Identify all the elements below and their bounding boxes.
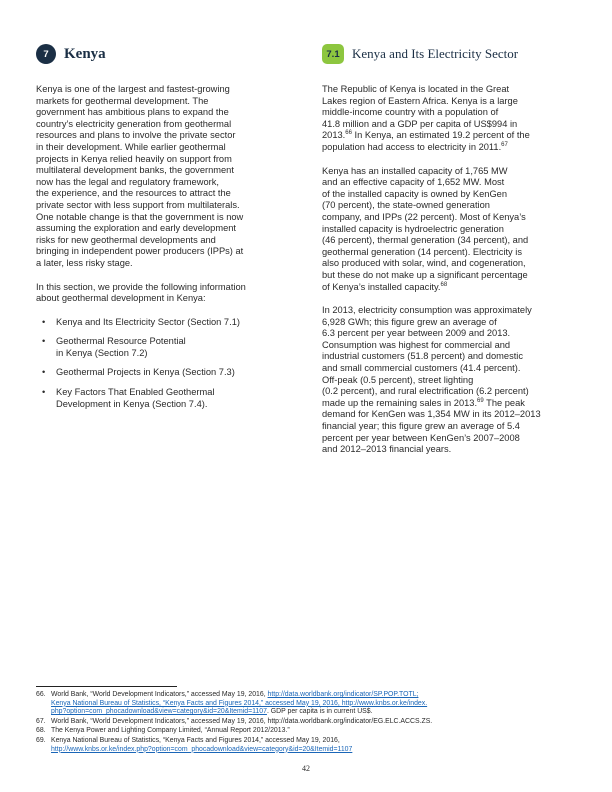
footnote-ref: 66 bbox=[345, 130, 352, 137]
bullet-icon: • bbox=[42, 336, 46, 347]
bullet-icon: • bbox=[42, 367, 46, 378]
list-item-text: Kenya and Its Electricity Sector (Section 7.1) bbox=[56, 316, 240, 327]
consumption-paragraph: In 2013, electricity consumption was approximately 6,928 GWh; this figure grew an average of 6.3 percent per year between 2009 and 2013. Consumption was highest for commercial and industrial customers (51.8 percent) and domestic and small commercial customers (41.4 percent). Off-peak (0.5 percent), street lighting (0.2 percent), and rural electrification (6.2 percent) made up the remaining sales in 2013.69 The peak demand for KenGen was 1,354 MW in its 2012–2013 financial year; this figure grew an average of 5.4 percent per year between KenGen’s 2007–2008 and 2012–2013 financial years. bbox=[322, 305, 541, 455]
bullet-icon: • bbox=[42, 316, 46, 327]
list-item-text: Geothermal Resource Potential in Kenya (Section 7.2) bbox=[56, 336, 186, 358]
footnote-divider bbox=[36, 686, 177, 687]
footnote-68: 68. The Kenya Power and Lighting Company Limited, “Annual Report 2012/2013.” bbox=[36, 727, 290, 735]
footnote-ref: 67 bbox=[501, 141, 508, 148]
section-heading bbox=[322, 44, 573, 64]
list-item bbox=[42, 367, 287, 379]
right-column bbox=[322, 44, 573, 468]
intro-paragraph: Kenya is one of the largest and fastest-growing markets for geothermal development. The government has ambitious plans to expand the country’s electricity generation from geothermal resources and plans to involve the private sector in their development. While earlier geothermal projects in Kenya relied heavily on support from multilateral development banks, the government now has the legal and regulatory framework, the experience, and the resources to attract the private sector with less support from multilaterals. One notable change is that the government is now assuming the exploration and early development risks for new geothermal developments and bringing in independent power producers (IPPs) at a later, less risky stage. bbox=[36, 84, 244, 268]
footnote-67: 67. World Bank, “World Development Indicators,” accessed May 19, 2016, http://data.worldbank.org/indicator/EG.ELC.ACCS.ZS. bbox=[36, 717, 433, 725]
bullet-icon: • bbox=[42, 387, 46, 398]
footnote-link[interactable]: http://www.knbs.or.ke/index.php?option=com_phocadownload&view=category&id=20&Itemid=1107 bbox=[51, 745, 353, 753]
list-item-text: Geothermal Projects in Kenya (Section 7.3) bbox=[56, 367, 235, 378]
footnote-link[interactable]: php?option=com_phocadownload&view=category&id=20&Itemid=1107 bbox=[51, 708, 267, 716]
footnote-ref: 69 bbox=[477, 397, 484, 404]
section-number-badge: 7.1 bbox=[322, 44, 344, 64]
chapter-heading bbox=[36, 44, 287, 64]
footnote-66: 66. World Bank, “World Development Indicators,” accessed May 19, 2016, http://data.worldbank.org/indicator/SP.POP.TOTL; Kenya National Bureau of Statistics, “Kenya Facts and Figures 2014,” accessed May 19, 2016, http://www.knbs.or.ke/index. php?option=com_phocadownload&view=category&id=20&Itemid=1107. GDP per capita is in current US$. bbox=[36, 691, 428, 716]
page-number: 42 bbox=[302, 764, 310, 773]
section-title: Kenya and Its Electricity Sector bbox=[352, 46, 519, 61]
footnote-69: 69. Kenya National Bureau of Statistics, “Kenya Facts and Figures 2014,” accessed May 19, 2016, http://www.knbs.or.ke/index.php?option=com_phocadownload&view=category&id=20&Itemid=1107 bbox=[36, 736, 353, 753]
capacity-paragraph: Kenya has an installed capacity of 1,765 MW and an effective capacity of 1,652 MW. Most of the installed capacity is owned by KenGen (70 percent), the state-owned generation company, and IPPs (22 percent). Most of Kenya’s installed capacity is hydroelectric generation (46 percent), thermal generation (34 percent), and geothermal generation (14 percent). Electricity is also produced with solar, wind, and cogeneration, but these do not make up a significant percentage of Kenya’s installed capacity.$^{68}$ bbox=[322, 165, 529, 292]
left-column bbox=[36, 44, 287, 418]
footnotes bbox=[36, 691, 576, 755]
section-overview-paragraph: In this section, we provide the following information about geothermal development in Kenya: bbox=[36, 281, 246, 304]
footnote-ref: 68 bbox=[440, 281, 448, 288]
footnote-link[interactable]: Kenya National Bureau of Statistics, “Kenya Facts and Figures 2014,” accessed May 19, 2016, http://www.knbs.or.ke/index. bbox=[51, 699, 428, 707]
footnote-link[interactable]: http://data.worldbank.org/indicator/SP.POP.TOTL; bbox=[267, 691, 419, 698]
list-item bbox=[42, 317, 287, 329]
chapter-number-badge: 7 bbox=[36, 44, 56, 64]
list-item bbox=[42, 336, 287, 359]
section-list bbox=[36, 317, 287, 411]
list-item bbox=[42, 387, 287, 410]
list-item-text: Key Factors That Enabled Geothermal Development in Kenya (Section 7.4). bbox=[56, 387, 215, 409]
chapter-title: Kenya bbox=[64, 45, 106, 62]
country-paragraph: The Republic of Kenya is located in the Great Lakes region of Eastern Africa. Kenya is a large middle-income country with a population of 41.8 million and a GDP per capita of US$994 in 2013.66 In Kenya, an estimated 19.2 percent of the population had access to electricity in 2011.67 bbox=[322, 84, 530, 152]
